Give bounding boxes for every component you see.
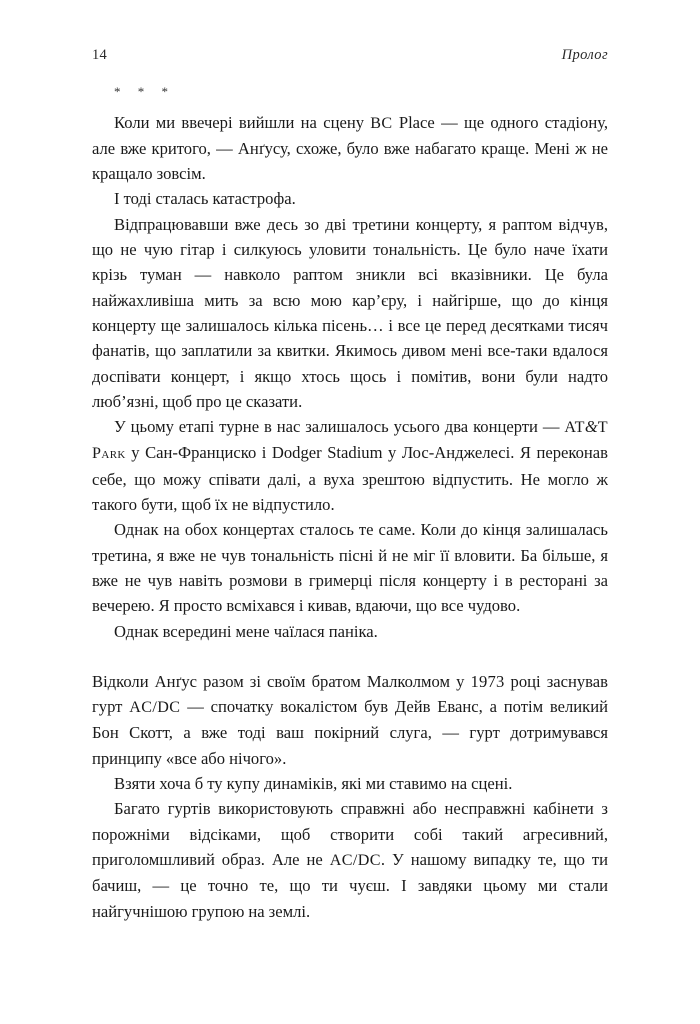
paragraph-8: Взяти хоча б ту купу динаміків, які ми ставимо на сцені.	[114, 774, 513, 794]
paragraph-1-text: Коли ми ввечері вийшли на сцену BC Place — ще одного стадіону, але вже критого, — Анґусу, схоже, було вже набагато краще. Мені ж не кращало зовсім.	[92, 112, 608, 184]
paragraph-5: Однак на обох концертах сталось те саме. Коли до кінця залишалась третина, я вже не чув тональність пісні й не міг її вловити. Ба більше, я вже не чув навіть розмови в гримерці після концерту і в ресторані за вечерею. Я просто всміхався і кивав, вдаючи, що все чудово.	[92, 520, 608, 616]
paragraph-3: Відпрацювавши вже десь зо дві третини концерту, я раптом відчув, що не чую гітар і силкуюсь уловити тональність. Це було наче їхати крізь туман — навколо раптом зникли всі вказівники. Це була найжахливіша мить за всю мою кар’єру, і найгірше, що до кінця концерту ще залишалось кілька пісень… і все це перед десятками тисяч фанатів, що заплатили за квитки. Якимось дивом мені все-таки вдалося доспівати концерт, і якщо хтось щось і помітив, вони були надто люб’язні, щоб про це сказати.	[92, 214, 608, 411]
paragraph-9: Багато гуртів використовують справжні або несправжні кабінети з порожніми відсіками, щоб створити собі такий агресивний, приголомшливий образ. Але не AC/DC. У нашому випадку те, що ти бачиш, — це точно те, що ти чуєш. І завдяки цьому ми стали найгучнішою групою на землі.	[92, 799, 608, 921]
running-head-title: Пролог	[561, 47, 608, 63]
section-ornament: * * *	[114, 84, 175, 99]
paragraph-4: У цьому етапі турне в нас залишалось усього два концерти — AT&T Park у Сан-Франциско і Dodger Stadium у Лос-Анджелесі. Я переконав себе, що можу співати далі, а вуха зрештою відпустить. Не могло ж такого бути, щоб їх не відпустило.	[92, 417, 608, 515]
band-name-acdc-2: AC/DC	[329, 851, 381, 869]
venue-bc-abbr: BC	[370, 114, 393, 132]
page-number: 14	[92, 47, 108, 63]
paragraph-7: Відколи Анґус разом зі своїм братом Малколмом у 1973 році заснував гурт AC/DC — спочатку вокалістом був Дейв Еванс, а потім великий Бон Скотт, а вже тоді ваш покірний слуга, — гурт дотримувався принципу «все або нічого».	[92, 671, 609, 768]
running-head	[92, 47, 608, 64]
founding-year: 1973	[470, 671, 505, 691]
paragraph-2: І тоді сталась катастрофа.	[114, 189, 296, 209]
ampersand-glyph: &	[584, 417, 598, 437]
text-block	[92, 84, 608, 924]
paragraph-1	[92, 110, 608, 187]
paragraph-6: Однак всередині мене чаїлася паніка.	[114, 621, 378, 641]
venue-att-prefix: AT	[564, 419, 585, 437]
band-name-acdc: AC/DC	[129, 699, 181, 717]
venue-att-suffix: T Park	[92, 419, 608, 463]
